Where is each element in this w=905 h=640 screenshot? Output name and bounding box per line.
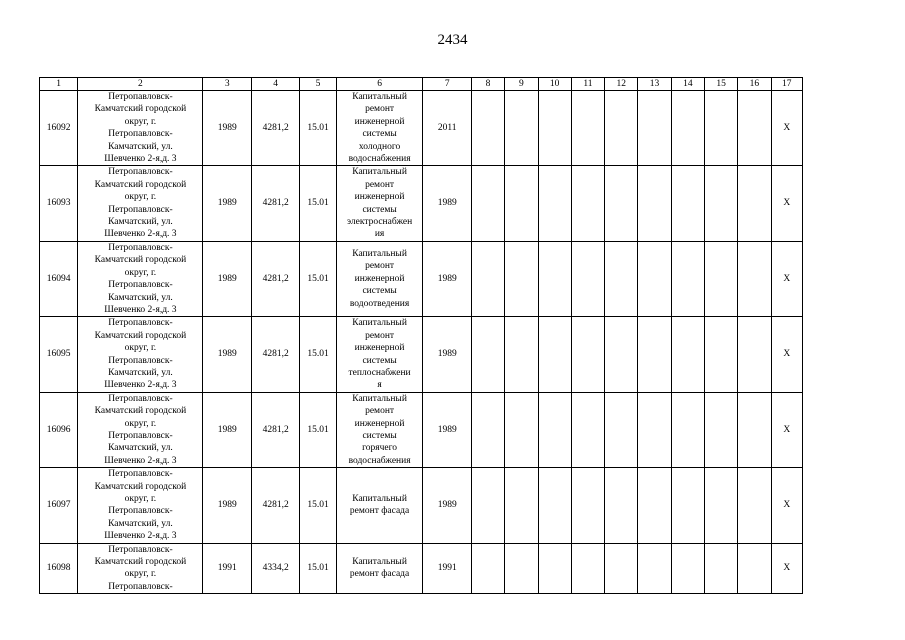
col17-cell: Х [771, 543, 802, 594]
empty-cell [505, 91, 538, 166]
empty-cell [671, 392, 704, 467]
empty-cell [571, 166, 604, 241]
empty-cell [638, 392, 671, 467]
register-table [39, 77, 803, 594]
column-header: 6 [336, 78, 423, 91]
column-header: 17 [771, 78, 802, 91]
work-type-cell: Капитальный ремонт инженерной системы электроснабжен ия [336, 166, 423, 241]
empty-cell [538, 91, 571, 166]
empty-cell [671, 468, 704, 543]
empty-cell [471, 317, 504, 392]
col7-cell: 1989 [423, 241, 471, 316]
empty-cell [704, 543, 737, 594]
col7-cell: 1991 [423, 543, 471, 594]
code-cell: 15.01 [300, 392, 336, 467]
area-cell: 4281,2 [251, 392, 299, 467]
work-type-cell: Капитальный ремонт фасада [336, 543, 423, 594]
empty-cell [538, 543, 571, 594]
empty-cell [738, 166, 771, 241]
column-header: 16 [738, 78, 771, 91]
empty-cell [704, 468, 737, 543]
empty-cell [605, 241, 638, 316]
empty-cell [471, 91, 504, 166]
empty-cell [505, 543, 538, 594]
code-cell: 15.01 [300, 241, 336, 316]
row-id-cell: 16098 [40, 543, 78, 594]
address-cell: Петропавловск- Камчатский городской округ, г. Петропавловск- Камчатский, ул. Шевченко 2-я,д. 3 [78, 241, 203, 316]
column-header: 3 [203, 78, 251, 91]
header-row [40, 78, 803, 91]
empty-cell [571, 543, 604, 594]
column-header: 14 [671, 78, 704, 91]
code-cell: 15.01 [300, 468, 336, 543]
empty-cell [671, 317, 704, 392]
column-header: 8 [471, 78, 504, 91]
code-cell: 15.01 [300, 91, 336, 166]
empty-cell [704, 317, 737, 392]
empty-cell [638, 317, 671, 392]
empty-cell [471, 543, 504, 594]
empty-cell [571, 241, 604, 316]
col17-cell: Х [771, 241, 802, 316]
empty-cell [571, 91, 604, 166]
empty-cell [538, 392, 571, 467]
area-cell: 4281,2 [251, 317, 299, 392]
empty-cell [538, 468, 571, 543]
code-cell: 15.01 [300, 166, 336, 241]
year-cell: 1991 [203, 543, 251, 594]
table-row [40, 241, 803, 316]
empty-cell [638, 241, 671, 316]
work-type-cell: Капитальный ремонт инженерной системы горячего водоснабжения [336, 392, 423, 467]
table-row [40, 468, 803, 543]
column-header: 10 [538, 78, 571, 91]
col7-cell: 1989 [423, 392, 471, 467]
empty-cell [605, 392, 638, 467]
row-id-cell: 16094 [40, 241, 78, 316]
empty-cell [505, 166, 538, 241]
empty-cell [605, 543, 638, 594]
col7-cell: 1989 [423, 317, 471, 392]
address-cell: Петропавловск- Камчатский городской округ, г. Петропавловск- Камчатский, ул. Шевченко 2-я,д. 3 [78, 166, 203, 241]
empty-cell [538, 166, 571, 241]
empty-cell [704, 166, 737, 241]
table-row [40, 543, 803, 594]
work-type-cell: Капитальный ремонт фасада [336, 468, 423, 543]
col7-cell: 1989 [423, 166, 471, 241]
year-cell: 1989 [203, 468, 251, 543]
empty-cell [505, 317, 538, 392]
table-row [40, 91, 803, 166]
empty-cell [605, 166, 638, 241]
empty-cell [704, 392, 737, 467]
column-header: 12 [605, 78, 638, 91]
address-cell: Петропавловск- Камчатский городской округ, г. Петропавловск- Камчатский, ул. Шевченко 2-я,д. 3 [78, 91, 203, 166]
empty-cell [738, 468, 771, 543]
empty-cell [538, 241, 571, 316]
work-type-cell: Капитальный ремонт инженерной системы холодного водоснабжения [336, 91, 423, 166]
row-id-cell: 16097 [40, 468, 78, 543]
column-header: 15 [704, 78, 737, 91]
empty-cell [738, 392, 771, 467]
year-cell: 1989 [203, 317, 251, 392]
col17-cell: Х [771, 166, 802, 241]
table-row [40, 166, 803, 241]
area-cell: 4281,2 [251, 91, 299, 166]
year-cell: 1989 [203, 392, 251, 467]
col17-cell: Х [771, 392, 802, 467]
col17-cell: Х [771, 91, 802, 166]
empty-cell [638, 166, 671, 241]
row-id-cell: 16096 [40, 392, 78, 467]
empty-cell [471, 392, 504, 467]
empty-cell [738, 543, 771, 594]
empty-cell [671, 241, 704, 316]
empty-cell [605, 91, 638, 166]
empty-cell [538, 317, 571, 392]
column-header: 5 [300, 78, 336, 91]
empty-cell [704, 241, 737, 316]
empty-cell [571, 392, 604, 467]
empty-cell [738, 241, 771, 316]
code-cell: 15.01 [300, 317, 336, 392]
empty-cell [638, 91, 671, 166]
year-cell: 1989 [203, 166, 251, 241]
area-cell: 4281,2 [251, 241, 299, 316]
empty-cell [671, 166, 704, 241]
column-header: 2 [78, 78, 203, 91]
page-number: 2434 [437, 32, 468, 48]
column-header: 11 [571, 78, 604, 91]
area-cell: 4281,2 [251, 468, 299, 543]
table-body [40, 91, 803, 594]
area-cell: 4281,2 [251, 166, 299, 241]
row-id-cell: 16092 [40, 91, 78, 166]
empty-cell [671, 543, 704, 594]
empty-cell [738, 91, 771, 166]
column-header: 7 [423, 78, 471, 91]
empty-cell [605, 468, 638, 543]
column-header: 4 [251, 78, 299, 91]
year-cell: 1989 [203, 241, 251, 316]
address-cell: Петропавловск- Камчатский городской округ, г. Петропавловск- Камчатский, ул. Шевченко 2-я,д. 3 [78, 468, 203, 543]
empty-cell [638, 468, 671, 543]
address-cell: Петропавловск- Камчатский городской округ, г. Петропавловск- [78, 543, 203, 594]
col7-cell: 2011 [423, 91, 471, 166]
empty-cell [704, 91, 737, 166]
empty-cell [505, 241, 538, 316]
work-type-cell: Капитальный ремонт инженерной системы теплоснабжени я [336, 317, 423, 392]
empty-cell [471, 241, 504, 316]
column-header: 9 [505, 78, 538, 91]
empty-cell [738, 317, 771, 392]
empty-cell [638, 543, 671, 594]
table-row [40, 392, 803, 467]
empty-cell [571, 468, 604, 543]
address-cell: Петропавловск- Камчатский городской округ, г. Петропавловск- Камчатский, ул. Шевченко 2-я,д. 3 [78, 317, 203, 392]
code-cell: 15.01 [300, 543, 336, 594]
area-cell: 4334,2 [251, 543, 299, 594]
col17-cell: Х [771, 468, 802, 543]
row-id-cell: 16093 [40, 166, 78, 241]
work-type-cell: Капитальный ремонт инженерной системы водоотведения [336, 241, 423, 316]
column-header: 1 [40, 78, 78, 91]
empty-cell [571, 317, 604, 392]
column-header: 13 [638, 78, 671, 91]
empty-cell [671, 91, 704, 166]
empty-cell [471, 468, 504, 543]
table-row [40, 317, 803, 392]
empty-cell [505, 392, 538, 467]
empty-cell [471, 166, 504, 241]
row-id-cell: 16095 [40, 317, 78, 392]
empty-cell [505, 468, 538, 543]
col17-cell: Х [771, 317, 802, 392]
col7-cell: 1989 [423, 468, 471, 543]
address-cell: Петропавловск- Камчатский городской округ, г. Петропавловск- Камчатский, ул. Шевченко 2-я,д. 3 [78, 392, 203, 467]
year-cell: 1989 [203, 91, 251, 166]
empty-cell [605, 317, 638, 392]
